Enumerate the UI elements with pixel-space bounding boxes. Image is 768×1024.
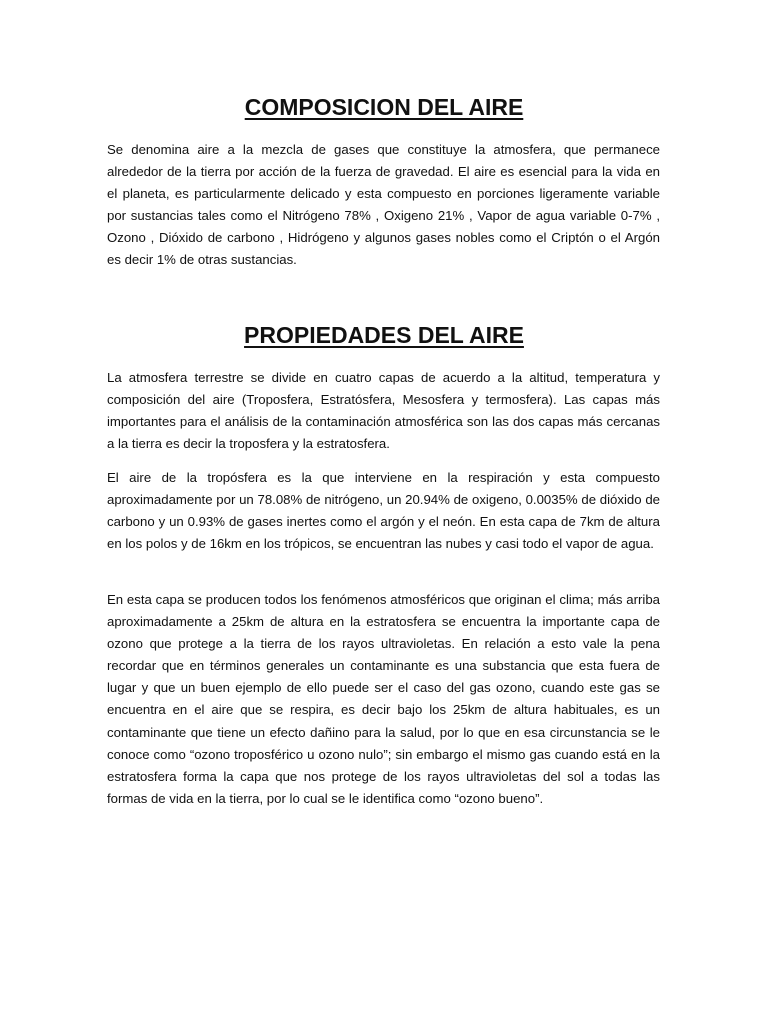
paragraph-ozono: En esta capa se producen todos los fenómenos atmosféricos que originan el clima; más arriba aproximadamente a 25km de altura en la estratosfera se encuentra la importante capa de ozono que protege a la tierra de los rayos ultravioletas. En relación a esto vale la pena recordar que en términos generales un contaminante es una substancia que esta fuera de lugar y que un buen ejemplo de ello puede ser el caso del gas ozono, cuando este gas se encuentra en el aire que se respira, es decir bajo los 25km de altura habituales, es un contaminante que tiene un efecto dañino para la salud, por lo que en esa circunstancia se le conoce como “ozono troposférico u ozono nulo”; sin embargo el mismo gas cuando está en la estratosfera forma la capa que nos protege de los rayos ultravioletas del sol a todas las formas de vida en la tierra, por lo cual se le identifica como “ozono bueno”. — [107, 592, 660, 806]
paragraph-capas-atmosfera: La atmosfera terrestre se divide en cuatro capas de acuerdo a la altitud, temperatura y composición del aire (Troposfera, Estratósfera, Mesosfera y termosfera). Las capas más importantes para el análisis de la contaminación atmosférica son las dos capas más cercanas a la tierra es decir la troposfera y la estratosfera. — [107, 370, 660, 452]
section-title-composicion: COMPOSICION DEL AIRE — [244, 94, 524, 120]
section-title-propiedades: PROPIEDADES DEL AIRE — [244, 322, 524, 348]
paragraph-troposfera: El aire de la tropósfera es la que interviene en la respiración y esta compuesto aproximadamente por un 78.08% de nitrógeno, un 20.94% de oxigeno, 0.0035% de dióxido de carbono y un 0.93% de gases inertes como el argón y el neón. En esta capa de 7km de altura en los polos y de 16km en los trópicos, se encuentran las nubes y casi todo el vapor de agua. — [107, 470, 660, 552]
paragraph-composicion: Se denomina aire a la mezcla de gases que constituye la atmosfera, que permanece alrededor de la tierra por acción de la fuerza de gravedad. El aire es esencial para la vida en el planeta, es particularmente delicado y esta compuesto en porciones ligeramente variable por sustancias tales como el Nitrógeno 78% , Oxigeno 21% , Vapor de agua variable 0-7% , Ozono , Dióxido de carbono , Hidrógeno y algunos gases nobles como el Criptón o el Argón es decir 1% de otras sustancias. — [107, 142, 660, 268]
